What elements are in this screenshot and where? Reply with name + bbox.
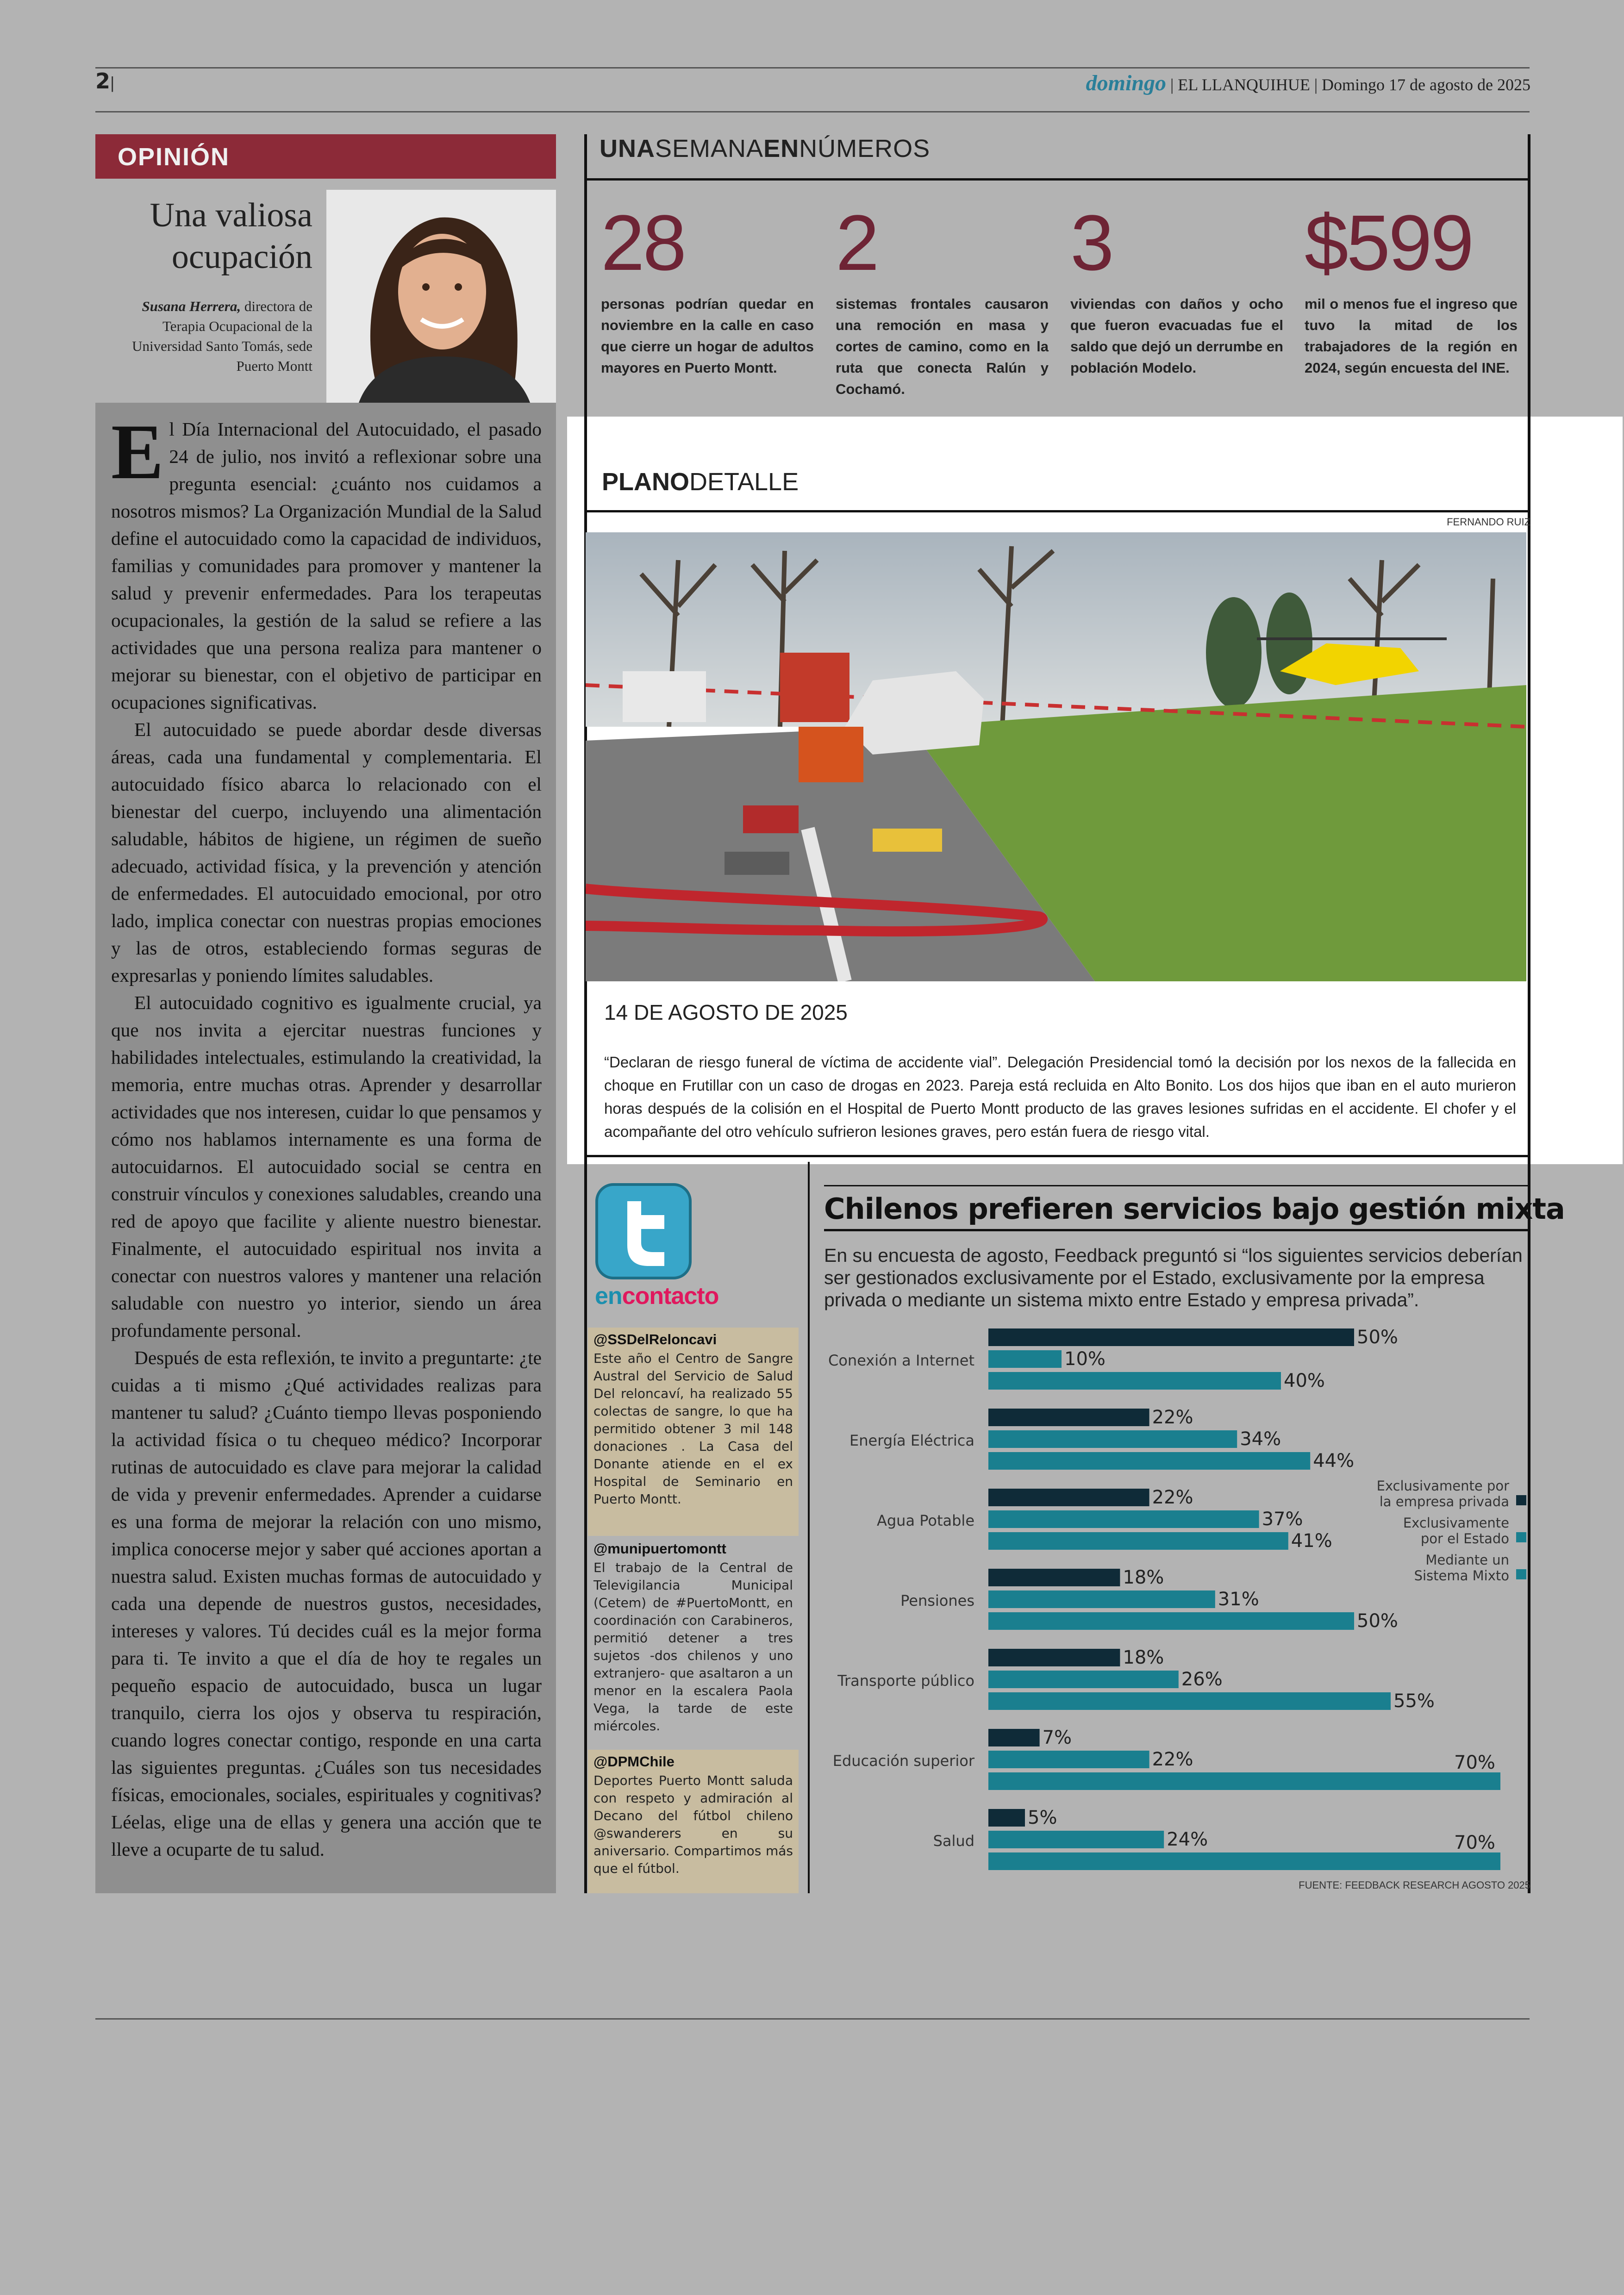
page-number: 2 (95, 69, 111, 94)
tweet-text: El trabajo de la Central de Televigilancia Municipal (Cetem) de #PuertoMontt, en coordinación con Carabineros, permitió detener a tres sujetos -dos chilenos y uno extranjero- que asaltaron a un menor en la escalera Paola Vega, la tarde de este miércoles. (593, 1560, 793, 1734)
semana-rule (587, 178, 1528, 181)
bar (988, 1671, 1179, 1688)
opinion-byline (97, 296, 312, 376)
stat-number: 28 (601, 199, 685, 287)
bar (988, 1590, 1215, 1608)
tweet-card (588, 1537, 799, 1750)
opinion-paragraph: El autocuidado se puede abordar desde diversas áreas, cada una fundamental y complementaria. El autocuidado físico abarca lo relacionado con el bienestar del cuerpo, incluyendo una alimentación saludable, hábitos de higiene, un régimen de sueño adecuado, actividad física, y la prevención y atención de enfermedades. El autocuidado emocional, por otro lado, implica conectar con nuestras propias emociones y las de otros, estableciendo formas seguras de expresarlas y poniendo límites saludables. (111, 719, 542, 986)
bar (988, 1409, 1149, 1426)
drop-cap: E (111, 408, 164, 495)
category-label: Educación superior (832, 1752, 974, 1770)
bar (988, 1569, 1120, 1586)
bar (988, 1852, 1500, 1870)
page-number-divider: | (110, 73, 115, 92)
data-label: 18% (1123, 1567, 1164, 1588)
tweet-handle: @DPMChile (593, 1753, 675, 1770)
data-label: 37% (1262, 1509, 1303, 1530)
data-label: 50% (1357, 1327, 1398, 1348)
stat-number: $599 (1305, 199, 1473, 287)
category-label: Agua Potable (876, 1512, 974, 1529)
opinion-paragraph: El Día Internacional del Autocuidado, el pasado 24 de julio, nos invitó a reflexionar sobre una pregunta esencial: ¿cuánto nos cuidamos a nosotros mismos? La Organización Mundial de la Salud define el autocuidado como la capacidad de individuos, familias y comunidades para promover y mantener la salud y prevenir enfermedades. Para los terapeutas ocupacionales, la gestión de la salud se refiere a las actividades que una persona realiza para mantener o mejorar su bienestar, con el objetivo de participar en ocupaciones significativas. (111, 408, 542, 713)
category-label: Pensiones (900, 1592, 974, 1609)
data-label: 70% (1454, 1752, 1495, 1773)
bar (988, 1809, 1025, 1827)
category-label: Energía Eléctrica (849, 1432, 974, 1449)
chart-source: FUENTE: FEEDBACK RESEARCH AGOSTO 2025 (1299, 1879, 1530, 1891)
legend-swatch (1516, 1532, 1526, 1542)
header-top-rule (95, 67, 1530, 69)
data-label: 22% (1152, 1407, 1193, 1428)
data-label: 55% (1393, 1690, 1435, 1712)
tweet-card (588, 1328, 799, 1536)
bar (988, 1649, 1120, 1666)
opinion-body (95, 403, 556, 1893)
bar (988, 1612, 1354, 1630)
stat-item (1305, 199, 1518, 379)
bar (988, 1372, 1281, 1390)
bar (988, 1430, 1237, 1448)
stat-text: viviendas con daños y ocho que fueron evacuadas fue el saldo que dejó un derrumbe en población Modelo. (1070, 296, 1283, 376)
data-label: 7% (1042, 1727, 1072, 1748)
stat-item (601, 199, 814, 379)
bar (988, 1532, 1288, 1550)
stat-item (1070, 199, 1283, 379)
stat-text: sistemas frontales causaron una remoción en masa y cortes de camino, como en la ruta que conecta Ralún y Cochamó. (836, 296, 1049, 397)
bar (988, 1328, 1354, 1346)
author-photo (326, 190, 556, 403)
twitter-icon (595, 1183, 692, 1280)
author-name: Susana Herrera, (142, 298, 241, 314)
legend-label: Mediante un Sistema Mixto (1414, 1552, 1509, 1584)
stat-item (836, 199, 1049, 400)
header-bottom-rule (95, 111, 1530, 112)
legend-label: Exclusivamente por la empresa privada (1376, 1478, 1509, 1509)
stat-text: personas podrían quedar en noviembre en la calle en caso que cierre un hogar de adultos mayores en Puerto Montt. (601, 296, 814, 376)
tweet-card (588, 1750, 799, 1893)
legend-label: Exclusivamente por el Estado (1403, 1515, 1509, 1547)
bar (988, 1751, 1149, 1768)
data-label: 26% (1181, 1669, 1223, 1690)
data-label: 10% (1064, 1348, 1106, 1370)
data-label: 22% (1152, 1749, 1193, 1770)
author-role: directora de Terapia Ocupacional de la Universidad Santo Tomás, sede Puerto Montt (132, 298, 312, 374)
data-label: 40% (1284, 1370, 1325, 1391)
bar (988, 1510, 1259, 1528)
bar (988, 1350, 1062, 1368)
category-label: Conexión a Internet (828, 1352, 974, 1369)
data-label: 34% (1240, 1428, 1281, 1450)
data-label: 24% (1167, 1829, 1208, 1850)
stat-number: 3 (1070, 199, 1112, 287)
category-label: Transporte público (837, 1672, 974, 1690)
masthead (1086, 70, 1530, 96)
plano-right-border (1528, 417, 1530, 1164)
data-label: 41% (1291, 1530, 1332, 1552)
plano-caption: “Declaran de riesgo funeral de víctima de accidente vial”. Delegación Presidencial tomó la decisión por los nexos de la fallecida en choque en Frutillar con un caso de drogas en 2023. Pareja está recluida en Alto Bonito. Los dos hijos que iban en el auto murieron horas después de la colisión en el Hospital de Puerto Montt producto de las graves lesiones sufridas en el accidente. El chofer y el acompañante del otro vehículo sufrieron lesiones graves, pero están fuera de riesgo vital. (604, 1054, 1516, 1140)
opinion-section-label: OPINIÓN (118, 143, 230, 171)
bar (988, 1831, 1164, 1848)
opinion-paragraph: El autocuidado cognitivo es igualmente crucial, ya que nos invita a ejercitar nuestras funciones y habilidades intelectuales, estimulando la creatividad, la memoria, entre muchas otras. Aprender y desarrollar actividades que nos interesen, cuidar lo que pensamos y cómo nos hablamos internamente es una forma de autocuidarnos. El autocuidado social se centra en construir vínculos y conexiones saludables, creando una red de apoyo que facilite y aliente nuestro bienestar. Finalmente, el autocuidado espiritual nos invita a conectar con nuestros valores y mantener una relación saludable con nuestro yo interior, siendo un área profundamente personal. (111, 992, 542, 1341)
data-label: 31% (1218, 1589, 1259, 1610)
photo-credit: FERNANDO RUIZ (1447, 516, 1530, 528)
accident-photo (586, 532, 1526, 981)
plano-date: 14 DE AGOSTO DE 2025 (604, 1000, 848, 1024)
encontacto-divider (808, 1162, 810, 1893)
bar (988, 1452, 1310, 1470)
footer-rule (95, 2018, 1530, 2020)
chart-title-rule (824, 1229, 1528, 1231)
bar (988, 1772, 1500, 1790)
plano-rule (587, 510, 1528, 512)
encontacto-logo: encontacto (595, 1283, 719, 1310)
tweet-text: Deportes Puerto Montt saluda con respeto y admiración al Decano del fútbol chileno @swanderers en su aniversario. Compartimos más que el fútbol. (593, 1773, 793, 1876)
semana-title: UNASEMANAENNÚMEROS (600, 135, 931, 162)
masthead-brand: domingo (1086, 71, 1167, 95)
tweet-handle: @SSDelReloncavi (593, 1331, 717, 1347)
bar (988, 1489, 1149, 1506)
chart-title: Chilenos prefieren servicios bajo gestión mixta (824, 1192, 1565, 1226)
data-label: 70% (1454, 1832, 1495, 1853)
opinion-title: Una valiosa ocupación (150, 196, 312, 276)
bar-chart (815, 1319, 1530, 1875)
data-label: 18% (1123, 1647, 1164, 1668)
opinion-paragraph: Después de esta reflexión, te invito a preguntarte: ¿te cuidas a ti mismo ¿Qué actividades realizas para mantener tu salud? ¿Cuánto tiempo llevas posponiendo la actividad física o tu chequeo médico? Incorporar rutinas de autocuidado es clave para mejorar la calidad de vida y prevenir enfermedades. Aprender a cuidarse es una forma de mejorar la relación con uno mismo, implica conocerse mejor y saber qué acciones aportan a nuestra salud. Existen muchas formas de autocuidado y cada una depende de nuestros gustos, necesidades, intereses y valores. Tú decides cuál es la mejor forma para ti. Te invito a que el día de hoy te regales un pequeño espacio de autocuidado, busca un lugar tranquilo, cierra los ojos y observa tu respiración, cuando logres conectar contigo, responde en una carta las siguientes preguntas. ¿Cuáles son tus necesidades físicas, emocionales, sociales, espirituales y cognitivas? Léelas, elige una de ellas y genera una acción que te lleve a ocuparte de tu salud. (111, 1347, 542, 1860)
data-label: 44% (1313, 1450, 1355, 1472)
stat-number: 2 (836, 199, 878, 287)
masthead-info: | EL LLANQUIHUE | Domingo 17 de agosto de 2025 (1170, 75, 1530, 94)
data-label: 5% (1028, 1807, 1057, 1828)
data-label: 50% (1357, 1610, 1398, 1632)
bar (988, 1692, 1391, 1710)
chart-subtitle: En su encuesta de agosto, Feedback preguntó si “los siguientes servicios deberían ser gestionados exclusivamente por el Estado, exclusivamente por la empresa privada o mediante un sistema mixto entre Estado y empresa privada”. (824, 1245, 1523, 1310)
tweet-text: Este año el Centro de Sangre Austral del Servicio de Salud Del reloncaví, ha realizado 55 colectas de sangre, lo que ha permitido obtener 3 mil 148 donaciones . La Casa del Donante atiende en el ex Hospital de Seminario en Puerto Montt. (593, 1351, 793, 1507)
category-label: Salud (933, 1832, 974, 1850)
tweet-handle: @munipuertomontt (593, 1540, 726, 1557)
bar (988, 1729, 1040, 1746)
data-label: 22% (1152, 1487, 1193, 1508)
stat-text: mil o menos fue el ingreso que tuvo la mitad de los trabajadores de la región en 2024, según encuesta del INE. (1305, 296, 1518, 376)
legend-swatch (1516, 1495, 1526, 1505)
plano-bottom-rule (587, 1155, 1528, 1157)
chart-top-rule (824, 1185, 1528, 1186)
opinion-section-bar (95, 134, 556, 179)
legend-swatch (1516, 1569, 1526, 1579)
plano-title: PLANODETALLE (602, 468, 799, 496)
